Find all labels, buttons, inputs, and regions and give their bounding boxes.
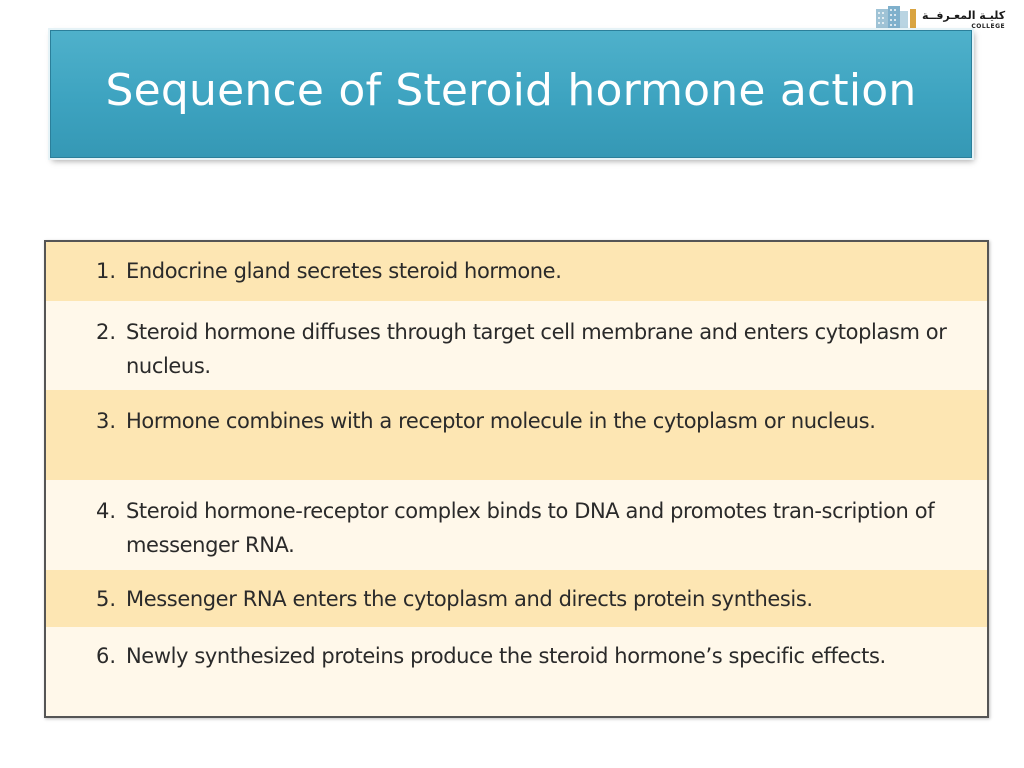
- step-number: 1.: [95, 259, 116, 283]
- step-row: [46, 570, 987, 627]
- slide-title-box: [50, 30, 972, 158]
- step-number: 6.: [95, 644, 116, 668]
- building-logo-icon: [874, 5, 918, 29]
- step-row: [46, 242, 987, 301]
- step-number: 4.: [95, 499, 116, 523]
- slide-title: Sequence of Steroid hormone action: [105, 64, 917, 116]
- step-text: Messenger RNA enters the cytoplasm and directs protein synthesis.: [126, 587, 813, 611]
- step-row: [46, 390, 987, 480]
- step-row: [46, 301, 987, 390]
- step-text: Steroid hormone diffuses through target cell membrane and enters cytoplasm or nucleus.: [126, 320, 947, 378]
- logo-arabic-text: كليـة المعـرفــة: [922, 9, 1006, 22]
- step-row: [46, 480, 987, 570]
- step-text: Steroid hormone-receptor complex binds to DNA and promotes tran-scription of messenger RNA.: [126, 499, 935, 557]
- step-text: Newly synthesized proteins produce the steroid hormone’s specific effects.: [126, 644, 886, 668]
- step-text: Hormone combines with a receptor molecule in the cytoplasm or nucleus.: [126, 409, 876, 433]
- step-text: Endocrine gland secretes steroid hormone.: [126, 259, 562, 283]
- step-row: [46, 627, 987, 718]
- step-number: 5.: [95, 587, 116, 611]
- steps-table: [44, 240, 989, 718]
- step-number: 3.: [95, 409, 116, 433]
- step-number: 2.: [95, 320, 116, 344]
- logo-college-text: COLLEGE: [971, 23, 1006, 30]
